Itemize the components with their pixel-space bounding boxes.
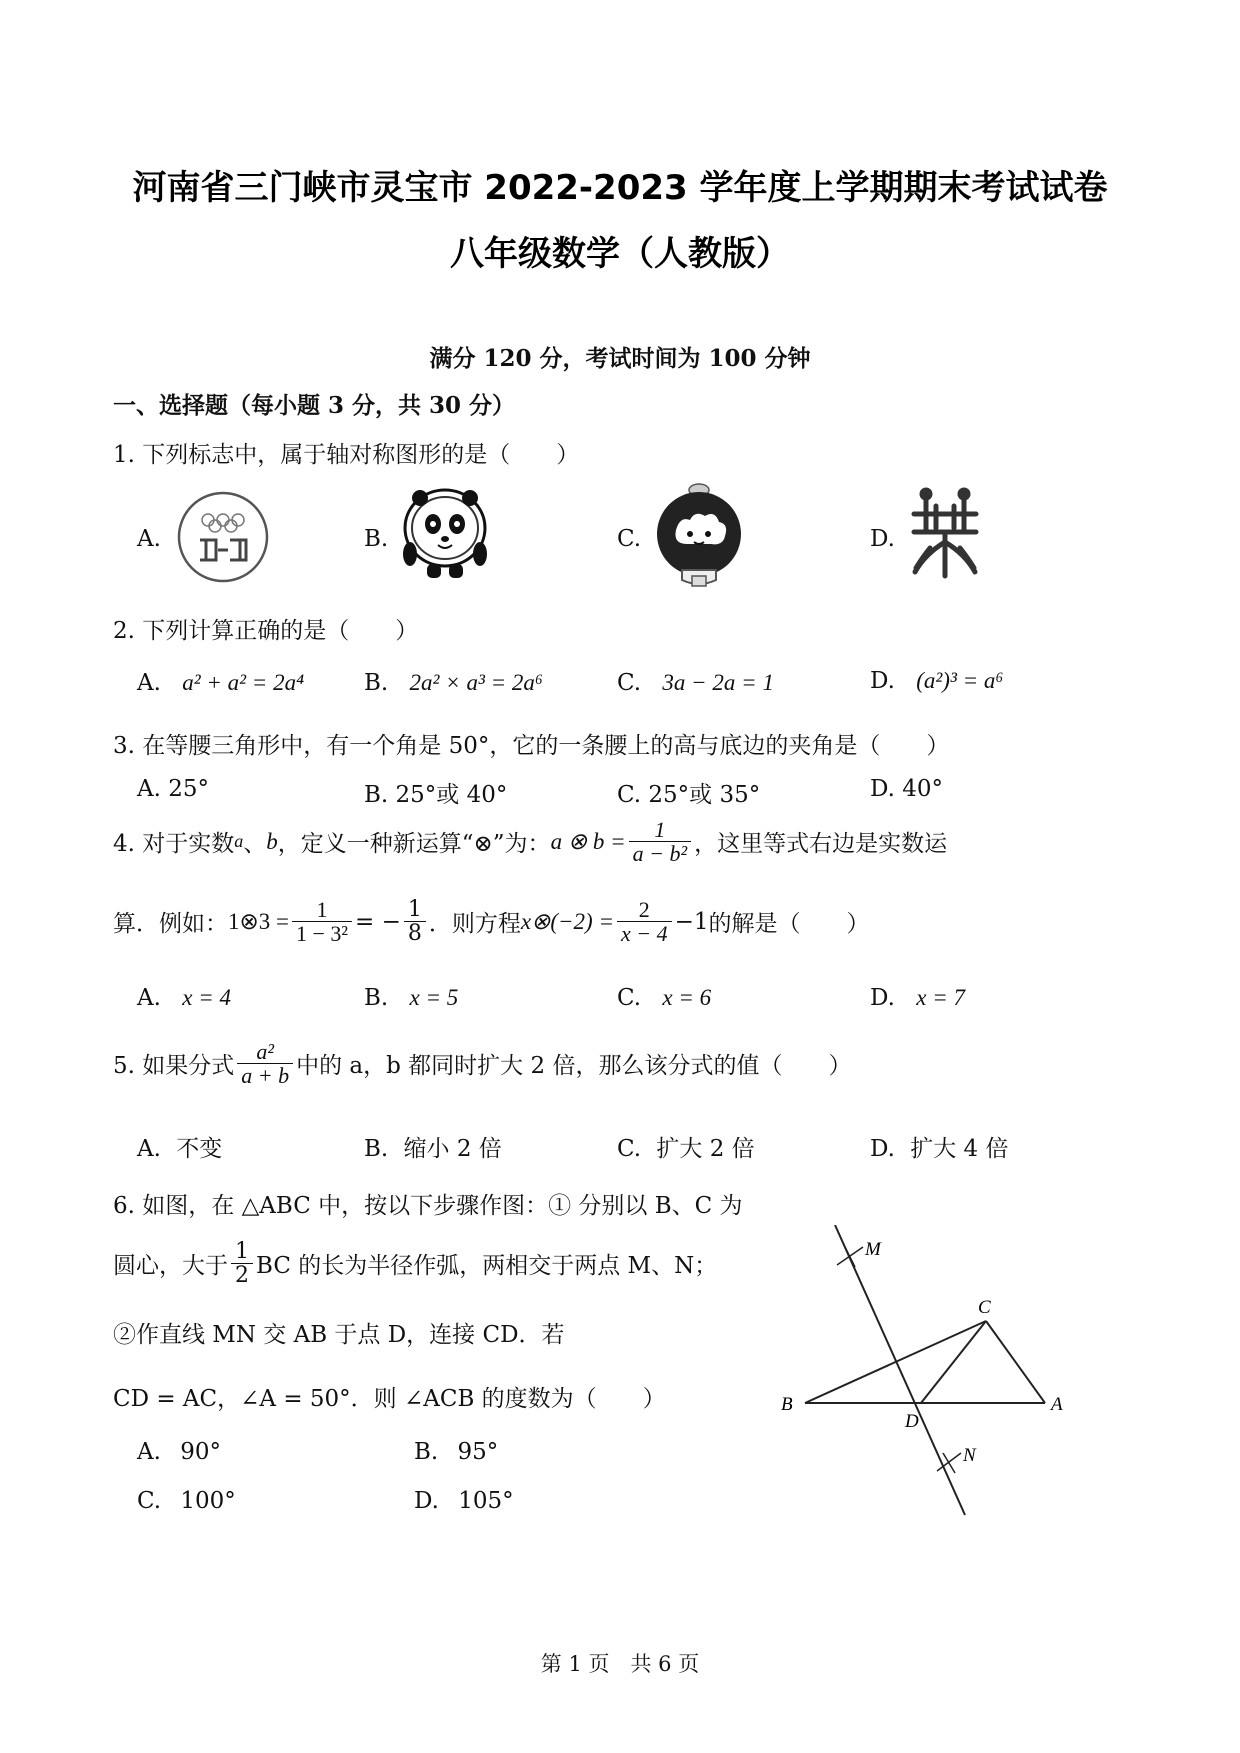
q3-option-d-label: D. <box>870 776 895 802</box>
q6-option-c <box>137 1488 236 1514</box>
label-m: M <box>865 1239 881 1260</box>
q6-line2-b: BC 的长为半径作弧，两相交于两点 M、N； <box>256 1253 718 1280</box>
q4-option-b-label: B. <box>364 985 389 1011</box>
segment-bc <box>805 1321 986 1403</box>
q4-ex-num2: 1 <box>407 897 422 922</box>
question-1-stem: 1. 下列标志中，属于轴对称图形的是（ ） <box>113 442 580 468</box>
q6-half-den: 2 <box>231 1263 253 1287</box>
q5-option-c-text: 扩大 2 倍 <box>656 1136 755 1162</box>
q3-option-d <box>870 776 943 802</box>
triangle-construction-figure <box>775 1225 1085 1525</box>
q3-option-a <box>137 776 209 802</box>
q2-option-a-text: a² + a² = 2a⁴ <box>182 670 305 695</box>
q2-option-c <box>617 670 774 696</box>
question-6-line-1: 6. 如图，在 △ABC 中，按以下步骤作图：① 分别以 B、C 为 <box>113 1193 743 1219</box>
q3-option-c-text: 25°或 35° <box>648 782 761 808</box>
q6-option-d <box>414 1488 514 1514</box>
q5-option-b-text: 缩小 2 倍 <box>403 1136 502 1162</box>
q2-option-d-label: D. <box>870 668 895 694</box>
q5-option-d <box>870 1130 1009 1163</box>
q5-fraction <box>237 1040 293 1087</box>
q1-option-d-label: D. <box>870 526 895 552</box>
q2-option-b <box>364 670 543 696</box>
panda-mascot-icon <box>400 484 490 582</box>
q4-line2-a: 算．例如： <box>113 911 228 938</box>
q6-option-b <box>414 1439 498 1465</box>
exam-title: 河南省三门峡市灵宝市 2022-2023 学年度上学期期末考试试卷 <box>132 168 1108 208</box>
q4-option-c <box>617 985 711 1011</box>
q4-option-d-label: D. <box>870 985 895 1011</box>
q2-option-c-text: 3a − 2a = 1 <box>662 670 774 695</box>
q3-option-a-text: 25° <box>168 776 210 802</box>
q3-option-a-label: A. <box>137 776 161 802</box>
q3-option-b-label: B. <box>364 782 389 808</box>
q5-stem-b: 中的 a，b 都同时扩大 2 倍，那么该分式的值（ ） <box>296 1053 852 1080</box>
question-6-line-2 <box>113 1240 717 1287</box>
q4-ex-fraction <box>292 898 352 945</box>
question-6-line-4: CD = AC，∠A = 50°．则 ∠ACB 的度数为（ ） <box>113 1386 666 1412</box>
q4-option-c-label: C. <box>617 985 642 1011</box>
q4-option-b-text: x = 5 <box>409 985 459 1010</box>
q6-half-fraction <box>231 1240 253 1287</box>
q4-line2-c: 的解是（ ） <box>708 911 870 938</box>
q6-option-a-label: A. <box>137 1439 161 1465</box>
q4-eq-fraction <box>617 898 672 945</box>
calligraphy-logo-icon <box>908 486 982 580</box>
q4-var-b: b <box>266 828 278 854</box>
q6-option-a <box>137 1439 221 1465</box>
page-number: 第 1 页 共 6 页 <box>540 1652 700 1676</box>
q6-option-d-label: D. <box>414 1488 439 1514</box>
q6-option-c-text: 100° <box>180 1488 236 1514</box>
arc-mark-m-2 <box>845 1247 855 1267</box>
q4-option-d <box>870 985 965 1011</box>
q6-option-d-text: 105° <box>458 1488 514 1514</box>
line-mn <box>835 1225 965 1515</box>
q5-option-d-label: D. <box>870 1136 895 1162</box>
question-4-line-2 <box>113 898 870 945</box>
q3-option-b-text: 25°或 40° <box>395 782 508 808</box>
q5-option-a-text: 不变 <box>176 1136 223 1162</box>
q4-option-a <box>137 985 231 1011</box>
q4-line2-b: ．则方程 <box>428 911 521 938</box>
q4-eq-lhs: x⊗(−2) = <box>520 908 614 934</box>
q4-ex-fraction-2 <box>404 898 426 945</box>
q5-option-c <box>617 1130 755 1163</box>
olympic-logo-icon <box>176 490 270 584</box>
label-c: C <box>978 1297 991 1318</box>
question-5-stem <box>113 1040 851 1087</box>
q4-ex-num: 1 <box>316 897 328 922</box>
q1-option-c-label: C. <box>617 526 642 552</box>
q4-def-num: 1 <box>654 817 666 842</box>
q2-option-a <box>137 670 304 696</box>
q4-ex-den2: 8 <box>404 921 426 945</box>
q3-option-b <box>364 776 507 809</box>
q4-ex-lhs: 1⊗3 = <box>228 908 289 934</box>
q1-option-a-label: A. <box>137 526 161 552</box>
exam-info: 满分 120 分，考试时间为 100 分钟 <box>429 345 811 372</box>
q4-sep: 、 <box>243 831 267 858</box>
q4-option-c-text: x = 6 <box>662 985 712 1010</box>
q4-option-d-text: x = 7 <box>916 985 965 1010</box>
q3-option-c <box>617 776 760 809</box>
q5-option-d-text: 扩大 4 倍 <box>910 1136 1009 1162</box>
q5-frac-num: a² <box>256 1039 274 1064</box>
q6-option-b-label: B. <box>414 1439 439 1465</box>
q4-option-a-label: A. <box>137 985 161 1011</box>
lantern-mascot-icon <box>654 482 744 588</box>
q1-option-b-label: B. <box>364 526 389 552</box>
q4-eq-num: 2 <box>638 897 650 922</box>
q3-option-d-text: 40° <box>902 776 944 802</box>
question-4-line-1 <box>113 818 947 865</box>
q2-option-b-text: 2a² × a³ = 2a⁶ <box>409 670 543 695</box>
q2-option-d <box>870 668 1003 694</box>
question-6-line-3: ②作直线 MN 交 AB 于点 D，连接 CD．若 <box>113 1322 565 1348</box>
q5-option-c-label: C. <box>617 1136 642 1162</box>
q4-def-fraction <box>629 818 691 865</box>
label-d: D <box>905 1411 919 1432</box>
q5-option-a <box>137 1130 222 1163</box>
q2-option-a-label: A. <box>137 670 161 696</box>
q5-frac-den: a + b <box>237 1063 293 1087</box>
q2-option-b-label: B. <box>364 670 389 696</box>
q5-option-a-label: A. <box>137 1136 161 1162</box>
q5-stem-a: 5. 如果分式 <box>113 1053 235 1080</box>
q5-option-b-label: B. <box>364 1136 389 1162</box>
label-b: B <box>781 1394 793 1415</box>
section-heading: 一、选择题（每小题 3 分，共 30 分） <box>113 392 516 419</box>
q6-option-b-text: 95° <box>457 1439 499 1465</box>
q4-option-b <box>364 985 458 1011</box>
q4-stem-a: 4. 对于实数 <box>113 831 235 858</box>
q4-def-den: a − b² <box>629 841 691 865</box>
q4-option-a-text: x = 4 <box>182 985 231 1010</box>
q5-option-b <box>364 1130 502 1163</box>
q6-line2-a: 圆心，大于 <box>113 1253 228 1280</box>
question-3-stem: 3. 在等腰三角形中，有一个角是 50°，它的一条腰上的高与底边的夹角是（ ） <box>113 733 950 759</box>
q4-ex-den: 1 − 3² <box>292 921 352 945</box>
q4-stem-b: ，定义一种新运算“⊗”为： <box>277 831 551 858</box>
segment-cd <box>921 1321 986 1403</box>
q4-stem-c: ，这里等式右边是实数运 <box>694 831 948 858</box>
segment-ca <box>986 1321 1045 1403</box>
q6-option-a-text: 90° <box>180 1439 222 1465</box>
label-a: A <box>1051 1394 1063 1415</box>
q3-option-c-label: C. <box>617 782 642 808</box>
q6-option-c-label: C. <box>137 1488 162 1514</box>
q4-var-a: a <box>234 831 244 852</box>
question-2-stem: 2. 下列计算正确的是（ ） <box>113 618 419 644</box>
q2-option-d-text: (a²)³ = a⁶ <box>916 668 1004 693</box>
q6-half-num: 1 <box>235 1239 249 1264</box>
exam-subtitle: 八年级数学（人教版） <box>450 234 790 274</box>
q2-option-c-label: C. <box>617 670 642 696</box>
q4-eq-tail: −1 <box>674 908 709 935</box>
q4-def-lhs: a ⊗ b = <box>550 828 626 854</box>
label-n: N <box>963 1445 976 1466</box>
q4-ex-mid: = − <box>355 908 401 935</box>
q4-eq-den: x − 4 <box>617 921 672 945</box>
